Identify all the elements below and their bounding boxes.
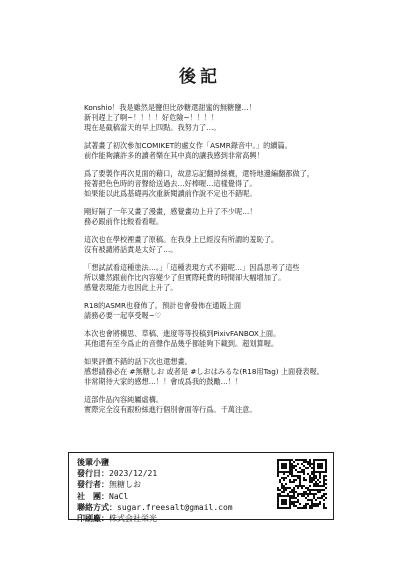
text-line: 前作能夠讓許多的讀者樂在其中真的讓我感到非常高興！: [84, 151, 264, 160]
colophon-value: 2023/12/21: [109, 469, 158, 479]
text-line: 接著把色色時的音聲給送過去…好棒喔…這樣覺得了。: [84, 179, 257, 188]
colophon-key: 聯絡方式：: [77, 502, 117, 512]
colophon-row: [77, 468, 233, 479]
paragraph: [84, 357, 324, 387]
qr-code-icon: [277, 459, 327, 509]
colophon-key: 發行者：: [77, 480, 109, 490]
paragraph: [84, 169, 324, 199]
text-line: 新刊趕上了啊~！！！！好危險~！！！！: [84, 113, 219, 122]
text-line: R18的ASMR也發佈了。預計也會發佈在通販上面: [84, 301, 242, 310]
paragraph: [84, 235, 324, 255]
paragraph: [84, 141, 324, 161]
colophon-row: [77, 479, 233, 490]
text-line: 爲了要製作再次見面的藉口，故意忘記翻掉絲襪，還特地邊編翻都做了，: [84, 169, 315, 178]
colophon-row: [77, 502, 233, 513]
colophon-row: [77, 513, 233, 524]
paragraph: [84, 301, 324, 321]
colophon-value: 株式会社栄光: [109, 514, 157, 524]
text-line: 如果能以此爲基礎再次重新閱讀前作說不定也不錯呢。: [84, 189, 257, 198]
text-line: 非常期待大家的感想…！！會成爲我的鼓勵…！！: [84, 377, 243, 386]
text-line: 沒有被譴將話責是太好了…。: [84, 245, 178, 254]
text-line: 感想請務必在 #無糖しお 或者是 #しおはみるな(R18用Tag) 上面發表喔。: [84, 367, 324, 376]
paragraph: [84, 395, 324, 415]
text-line: 試著畫了初次參加COMIKET的處女作「ASMR錄音中。」的續篇。: [84, 141, 292, 150]
colophon-value: 無糖しお: [109, 480, 141, 490]
text-line: 請務必要一起享受喔~♡: [84, 311, 162, 320]
colophon-key: 社 團：: [77, 491, 109, 501]
text-line: 這次也在學校裡畫了原稿。在我身上已經沒有所謂的羞恥了。: [84, 235, 279, 244]
afterword-body: [84, 103, 324, 423]
colophon-rows: [77, 457, 233, 524]
colophon-value: sugar.freesalt@gmail.com: [117, 502, 233, 512]
text-line: 現在是截稿當天的早上四點。我努力了…。: [84, 123, 221, 132]
text-line: Konshio！我是雖然是鹽但比砂糖還甜蜜的無糖鹽…！: [84, 103, 256, 112]
text-line: 如果評價不錯的話下次也還想畫。: [84, 357, 192, 366]
colophon-key: 後輩小鹽: [77, 458, 109, 467]
page-title: 後記: [179, 67, 221, 87]
colophon-row: [77, 491, 233, 502]
text-line: 剛好隔了一年又畫了漫畫，感覺畫功上升了不少呢…！: [84, 207, 257, 216]
text-line: 這部作品內容純屬虛構。: [84, 395, 164, 404]
colophon-key: 發行日：: [77, 469, 109, 479]
text-line: 務必跟前作比較看看喔。: [84, 217, 164, 226]
text-line: 其他還有至今爲止的音聲作品幾乎都能夠下載到。超划算喔。: [84, 339, 279, 348]
paragraph: [84, 263, 324, 293]
text-line: 所以雖然跟前作比內容變少了但實際耗費的時間卻大幅增加了。: [84, 273, 286, 282]
paragraph: [84, 103, 324, 133]
text-line: 「想試試看這種塗法…。」「這種表現方式不錯呢…」因爲思考了這些: [84, 263, 300, 272]
text-line: 本次也會將構思、草稿、進度等等投稿到PixivFANBOX上面。: [84, 329, 281, 338]
colophon-row: [77, 457, 233, 468]
text-line: 感覺表現能力也因此上升了。: [84, 283, 178, 292]
colophon-value: NaCl: [109, 491, 129, 501]
paragraph: [84, 329, 324, 349]
colophon-key: 印刷廠：: [77, 514, 109, 524]
paragraph: [84, 207, 324, 227]
text-line: 實際完全沒有跟粉絲進行個別會面等行爲。千萬注意。: [84, 405, 257, 414]
